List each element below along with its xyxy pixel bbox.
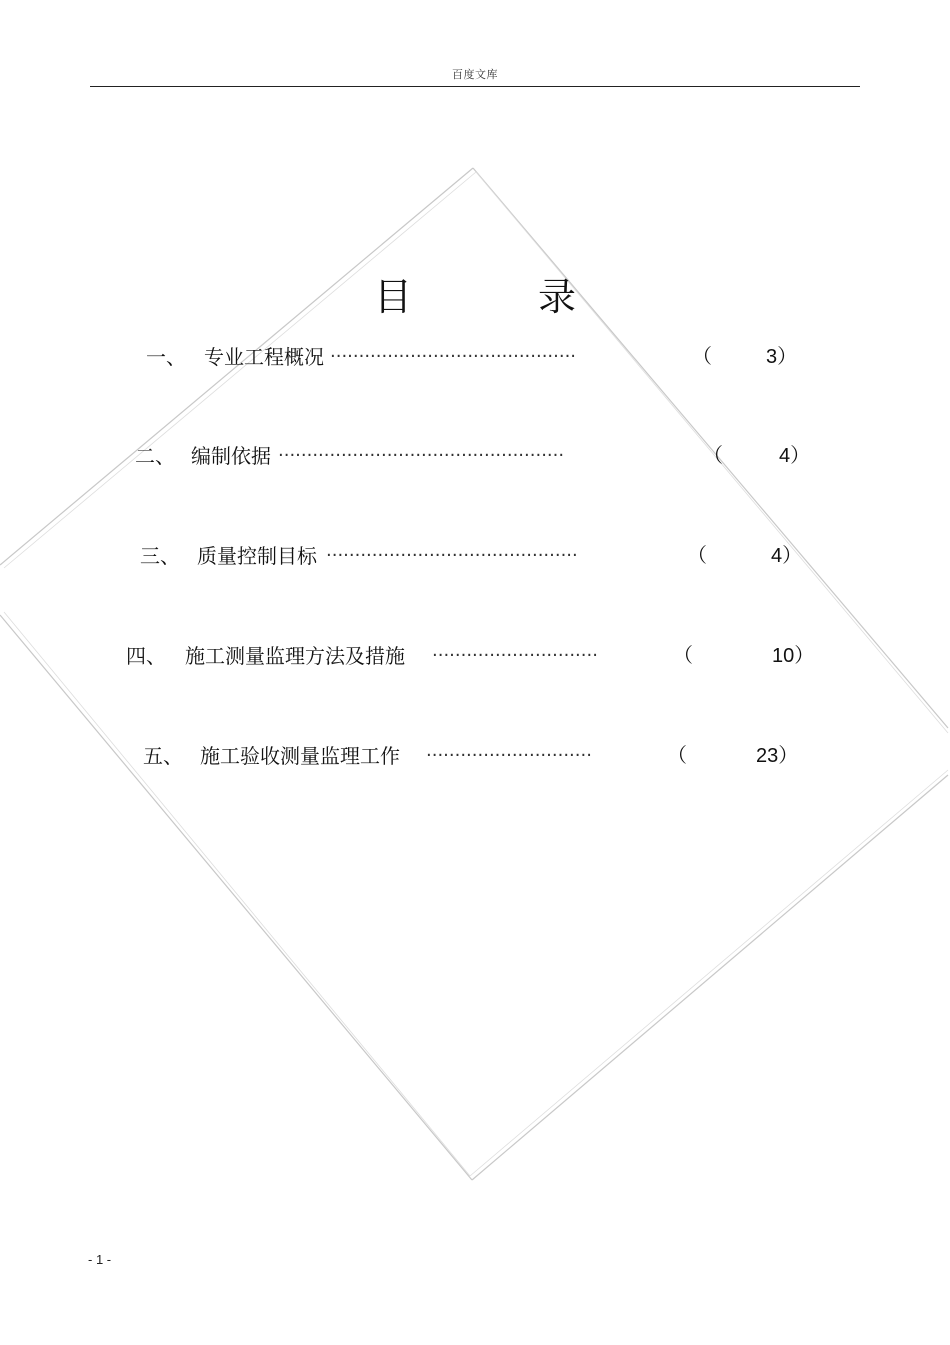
toc-entry-leader: ············································ — [326, 545, 578, 566]
toc-entry-open-paren: （ — [703, 445, 723, 467]
toc-entry-page: 4） — [779, 445, 811, 467]
toc-entry-title: 质量控制目标 — [197, 544, 317, 568]
toc-entry — [0, 343, 950, 371]
toc-entry-title: 专业工程概况 — [204, 345, 324, 369]
toc-entry-leader: ·················································· — [278, 445, 565, 466]
toc-entry-title: 施工验收测量监理工作 — [200, 744, 400, 768]
toc-entry — [0, 542, 950, 570]
toc-entry-page: 4） — [771, 545, 803, 567]
toc-heading-char-2: 录 — [538, 275, 577, 319]
toc-entry-open-paren: （ — [673, 645, 693, 667]
toc-entry-title: 编制依据 — [191, 444, 271, 468]
toc-entry-page: 10） — [772, 645, 815, 667]
toc-entry-leader: ····························· — [432, 645, 598, 666]
toc-entry-number: 五、 — [143, 744, 183, 768]
toc-entry-leader: ····························· — [426, 745, 592, 766]
toc-entry-title: 施工测量监理方法及措施 — [185, 644, 405, 668]
toc-entry-open-paren: （ — [687, 545, 707, 567]
toc-heading-char-1: 目 — [374, 275, 413, 319]
toc-entry-open-paren: （ — [667, 745, 687, 767]
document-header-title: 百度文库 — [452, 68, 498, 81]
toc-entry — [0, 442, 950, 470]
toc-entry-open-paren: （ — [692, 346, 712, 368]
toc-entry-leader: ··········································· — [330, 346, 577, 367]
toc-entry-page: 23） — [756, 745, 799, 767]
toc-entry-number: 四、 — [126, 644, 166, 668]
header-divider — [90, 86, 860, 87]
toc-entry-number: 三、 — [140, 544, 180, 568]
toc-entry — [0, 642, 950, 670]
toc-entry-number: 二、 — [135, 444, 175, 468]
toc-entry-page: 3） — [766, 346, 798, 368]
toc-entry-number: 一、 — [146, 345, 186, 369]
toc-heading — [0, 272, 950, 322]
footer-page-number: - 1 - — [88, 1252, 112, 1267]
toc-entry — [0, 742, 950, 770]
